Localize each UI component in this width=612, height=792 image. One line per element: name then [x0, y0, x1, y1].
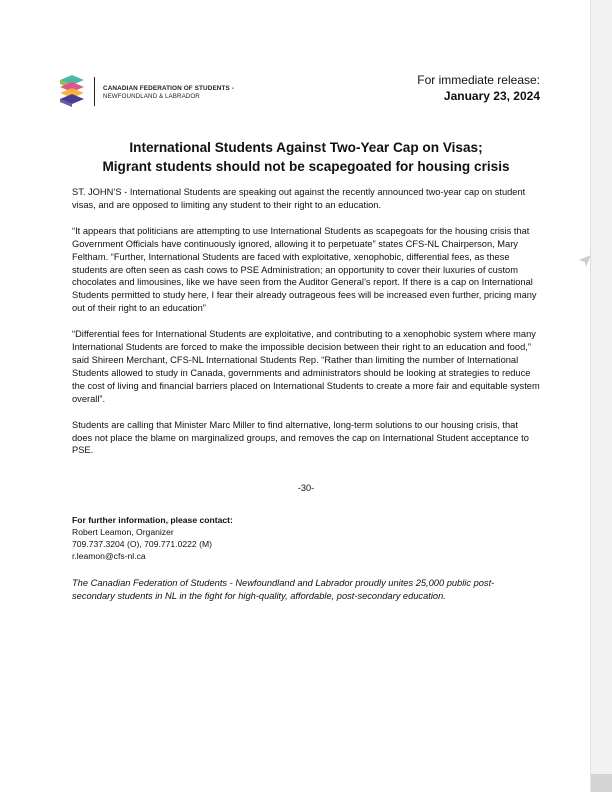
headline: [72, 138, 540, 176]
paragraph-intro: ST. JOHN’S - International Students are speaking out against the recently announced two-year cap on student visas, and are opposed to limiting any student to their right to an education.: [72, 187, 526, 210]
boilerplate: The Canadian Federation of Students - Newfoundland and Labrador proudly unites 25,000 public post-secondary students in NL in the fight for high-quality, affordable, post-secondary education.: [72, 578, 495, 601]
contact-block: [72, 514, 233, 562]
release-date: January 23, 2024: [443, 89, 540, 103]
paragraph-quote-feltham: “It appears that politicians are attempting to use International Students as scapegoats for the housing crisis that Government Officials have continuously ignored, allowing it to perpetuate” states CFS-NL Chairperson, Mary Feltham. “Further, International Students are faced with exploitative, xenophobic, differential fees, as these students are often seen as cash cows to PSE Administration; an opportunity to cover their luxuries of custom chocolates and limousines, like we have seen from the Auditor General’s report. If there is a cap on International Students permitted to study here, I fear their already outrageous fees will be increased even further, pricing many out of their right to an education”: [72, 225, 537, 314]
vertical-scrollbar[interactable]: [590, 0, 612, 792]
headline-line2: Migrant students should not be scapegoated for housing crisis: [102, 159, 510, 174]
contact-email: r.leamon@cfs-nl.ca: [72, 551, 146, 561]
cfs-logo-icon: [58, 74, 86, 108]
contact-phone: 709.737.3204 (O), 709.771.0222 (M): [72, 539, 212, 549]
logo-divider: [94, 77, 95, 106]
headline-line1: International Students Against Two-Year Cap on Visas;: [129, 140, 483, 155]
scrollbar-thumb[interactable]: [591, 774, 612, 792]
paragraph-quote-merchant: “Differential fees for International Students are exploitative, and contributing to a xenophobic system where many International Students are forced to make the impossible decision between their right to an education and food,” said Shireen Merchant, CFS-NL International Students Rep. “Rather than limiting the number of International Students allowed to study in Canada, governments and administrators should be looking at strategies to reduce the cost of living and financial barriers placed on International Students to create a more fair and equitable system overall”.: [72, 329, 540, 404]
release-info: [320, 72, 540, 104]
body-text: [72, 186, 540, 470]
contact-name: Robert Leamon, Organizer: [72, 527, 174, 537]
release-label: For immediate release:: [417, 73, 540, 87]
cfs-logo: [58, 74, 278, 110]
org-name-line2: NEWFOUNDLAND & LABRADOR: [103, 93, 200, 100]
contact-heading: For further information, please contact:: [72, 515, 233, 525]
paragraph-call-to-action: Students are calling that Minister Marc Miller to find alternative, long-term solutions to our housing crisis, that does not place the blame on marginalized groups, and removes the cap on International Student acceptance to PSE.: [72, 419, 529, 456]
end-marker: -30-: [297, 483, 315, 493]
org-name-line1: CANADIAN FEDERATION OF STUDENTS -: [103, 85, 234, 92]
